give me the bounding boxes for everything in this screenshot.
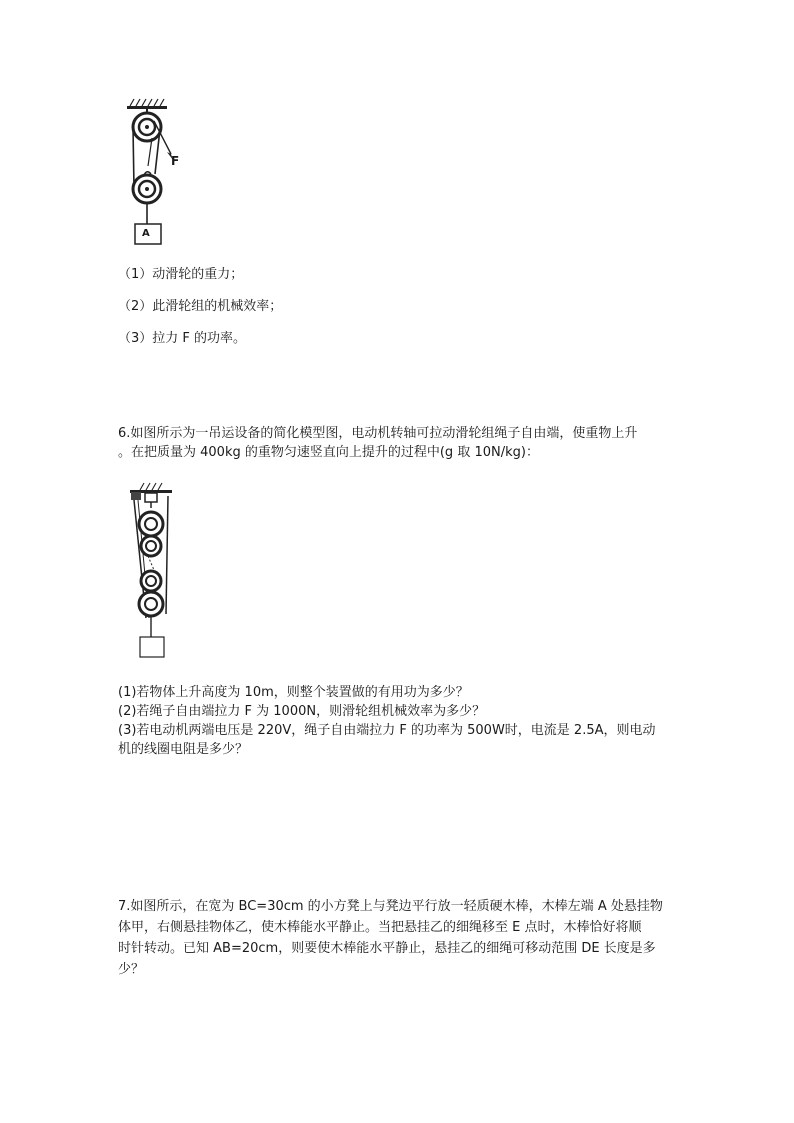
q6-stem-line-1: 6.如图所示为一吊运设备的简化模型图，电动机转轴可拉动滑轮组绳子自由端，使重物上升 (118, 426, 638, 441)
q7-line-1: 7.如图所示，在宽为 BC=30cm 的小方凳上与凳边平行放一轻质硬木棒，木棒左端 A 处悬挂物 (118, 899, 663, 914)
q6-subquestions (118, 683, 678, 759)
q6-stem-line-2: 。在把质量为 400kg 的重物匀速竖直向上提升的过程中(g 取 10N/kg)： (118, 445, 539, 460)
force-label: F (171, 154, 180, 168)
q6-sub-1: (1)若物体上升高度为 10m，则整个装置做的有用功为多少？ (118, 685, 469, 700)
load-block (140, 637, 164, 657)
block-label: A (142, 228, 150, 239)
q6-stem (118, 424, 678, 462)
q6-sub-3: (3)若电动机两端电压是 220V，绳子自由端拉力 F 的功率为 500W时，电流是 2.5A，则电动 (118, 723, 656, 738)
q6-sub-3-cont: 机的线圈电阻是多少？ (118, 742, 249, 757)
hoist-diagram-2 (126, 478, 176, 662)
q5-item-3: （3）拉力 F 的功率。 (118, 331, 247, 346)
q5-item-1: （1）动滑轮的重力； (118, 267, 244, 282)
q5-item-2: （2）此滑轮组的机械效率； (118, 299, 283, 314)
q7-line-4: 少？ (118, 962, 145, 977)
pulley-figure-1 (118, 96, 198, 248)
q7-line-3: 时针转动。已知 AB=20cm，则要使木棒能水平静止，悬挂乙的细绳可移动范围 DE 长度是多 (118, 941, 656, 956)
hoist-figure-2 (126, 478, 176, 662)
q6-sub-2: (2)若绳子自由端拉力 F 为 1000N，则滑轮组机械效率为多少？ (118, 704, 486, 719)
q7-line-2: 体甲，右侧悬挂物体乙，使木棒能水平静止。当把悬挂乙的细绳移至 E 点时，木棒恰好将顺 (118, 920, 642, 935)
q7-stem (118, 896, 678, 980)
pulley-diagram-1 (118, 96, 198, 248)
